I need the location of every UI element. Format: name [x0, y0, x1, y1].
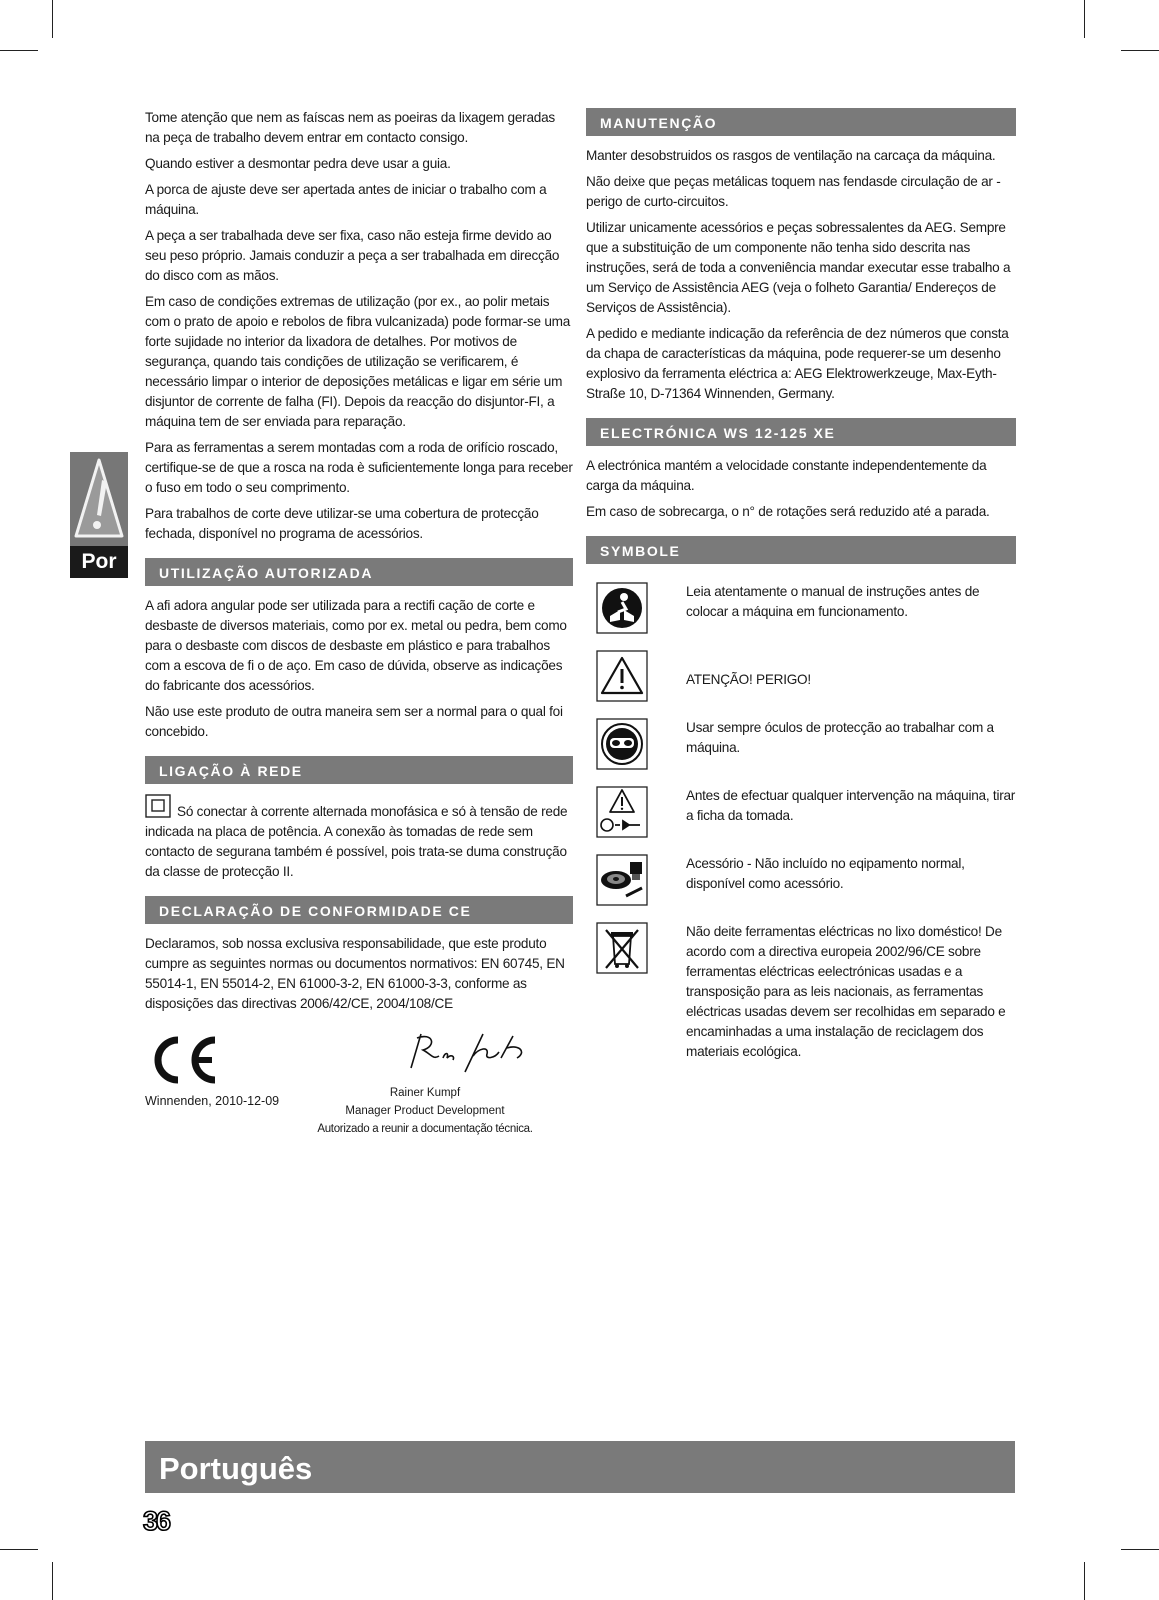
- symbol-row: [586, 718, 1016, 774]
- paragraph: Em caso de sobrecarga, o n° de rotações será reduzido até a parada.: [586, 504, 990, 519]
- symbol-text: Antes de efectuar qualquer intervenção na máquina, tirar a ficha da tomada.: [686, 788, 1016, 823]
- section-heading-network: LIGAÇÃO À REDE: [145, 756, 573, 784]
- symbol-text: Usar sempre óculos de protecção ao trabalhar com a máquina.: [686, 720, 994, 755]
- crop-mark: [1084, 0, 1085, 38]
- symbol-text: Não deite ferramentas eléctricas no lixo doméstico! De acordo com a directiva europeia 2002/96/CE sobre ferramentas eléctricas eelectrónicas usadas e a transposição para as leis nacionais, as ferramentas eléctricas usadas devem ser recolhidas em separado e encaminhadas a uma instalação de reciclagem dos materiais ecológica.: [686, 924, 1006, 1059]
- crop-mark: [1121, 50, 1159, 51]
- signer-name: Rainer Kumpf: [389, 1087, 461, 1099]
- ce-signature-block: [145, 1028, 573, 1138]
- read-manual-icon: [596, 582, 648, 634]
- ce-place-date: Winnenden, 2010-12-09: [145, 1094, 280, 1108]
- side-tab-label: Por: [70, 546, 128, 578]
- symbol-text: ATENÇÃO! PERIGO!: [686, 672, 811, 687]
- paragraph: Tome atenção que nem as faíscas nem as poeiras da lixagem geradas na peça de trabalho devem entrar em contacto consigo.: [145, 110, 555, 145]
- symbol-row: [586, 786, 1016, 842]
- signature: [403, 1028, 533, 1074]
- footer-language-bar: [145, 1441, 1015, 1493]
- crop-mark: [1121, 1549, 1159, 1550]
- symbol-text: Acessório - Não incluído no eqipamento normal, disponível como acessório.: [686, 856, 965, 891]
- crop-mark: [1084, 1562, 1085, 1600]
- signer-note: Autorizado a reunir a documentação técnica.: [317, 1123, 533, 1135]
- crop-mark: [0, 1549, 38, 1550]
- unplug-icon: [596, 786, 648, 838]
- symbol-row: [586, 650, 1016, 706]
- ce-mark-logo: [145, 1034, 221, 1086]
- section-heading-use: UTILIZAÇÃO AUTORIZADA: [145, 558, 573, 586]
- crop-mark: [52, 0, 53, 38]
- section-heading-ce: DECLARAÇÃO DE CONFORMIDADE CE: [145, 896, 573, 924]
- paragraph: Não use este produto de outra maneira sem ser a normal para o qual foi concebido.: [145, 704, 563, 739]
- paragraph: Para trabalhos de corte deve utilizar-se uma cobertura de protecção fechada, disponível no programa de acessórios.: [145, 506, 539, 541]
- symbol-row: [586, 854, 1016, 910]
- signer-title: Manager Product Development: [345, 1105, 505, 1117]
- section-heading-electronics: ELECTRÓNICA WS 12-125 XE: [586, 418, 1016, 446]
- paragraph: A porca de ajuste deve ser apertada antes de iniciar o trabalho com a máquina.: [145, 182, 547, 217]
- paragraph: A afi adora angular pode ser utilizada para a rectifi cação de corte e desbaste de diversos materiais, como por ex. metal ou pedra, bem como para o desbaste com discos de desbaste em plástico e para trabalhos com a escova de fi o de aço. Em caso de dúvida, observe as indicações do fabricante dos acessórios.: [145, 598, 567, 693]
- left-column: [145, 108, 573, 1138]
- warning-icon: [70, 452, 128, 546]
- safety-goggles-icon: [596, 718, 648, 770]
- weee-bin-icon: [596, 922, 648, 974]
- right-column: [586, 108, 1016, 1074]
- class-ii-insulation-icon: [145, 794, 171, 818]
- accessory-icon: [596, 854, 648, 906]
- network-text: Só conectar à corrente alternada monofásica e só à tensão de rede indicada na placa de potência. A conexão às tomadas de rede sem contacto de segurana também é possível, pois trata-se duma construção da classe de protecção II.: [145, 804, 568, 879]
- crop-mark: [52, 1562, 53, 1600]
- paragraph: Declaramos, sob nossa exclusiva responsabilidade, que este produto cumpre as seguintes normas ou documentos normativos: EN 60745, EN 55014-1, EN 55014-2, EN 61000-3-2, EN 61000-3-3, conforme as disposições das directivas 2006/42/CE, 2004/108/CE: [145, 936, 565, 1011]
- crop-mark: [0, 50, 38, 51]
- symbol-row: [586, 582, 1016, 638]
- paragraph: Manter desobstruidos os rasgos de ventilação na carcaça da máquina.: [586, 148, 996, 163]
- paragraph: A peça a ser trabalhada deve ser fixa, caso não esteja firme devido ao seu peso próprio. Jamais conduzir a peça a ser trabalhada em direcção do disco com as mãos.: [145, 228, 560, 283]
- page-number: 36: [143, 1506, 170, 1536]
- paragraph: [145, 794, 573, 882]
- paragraph: A electrónica mantém a velocidade constante independentemente da carga da máquina.: [586, 458, 987, 493]
- symbol-text: Leia atentamente o manual de instruções antes de colocar a máquina em funcionamento.: [686, 584, 980, 619]
- paragraph: Quando estiver a desmontar pedra deve usar a guia.: [145, 156, 451, 171]
- symbol-row: [586, 922, 1016, 1062]
- section-heading-symbols: SYMBOLE: [586, 536, 1016, 564]
- section-heading-maintenance: MANUTENÇÃO: [586, 108, 1016, 136]
- paragraph: Para as ferramentas a serem montadas com a roda de orifício roscado, certifique-se de que a rosca na roda è suficientemente longa para receber o fuso em todo o seu comprimento.: [145, 440, 573, 495]
- footer-language: Português: [159, 1451, 313, 1486]
- paragraph: Utilizar unicamente acessórios e peças sobressalentes da AEG. Sempre que a substituição de um componente não tenha sido descrita nas instruções, será de toda a conveniência mandar executar esse trabalho a um Serviço de Assistência AEG (veja o folheto Garantia/ Endereços de Serviços de Assistência).: [586, 220, 1011, 315]
- warning-triangle-icon: [596, 650, 648, 702]
- paragraph: A pedido e mediante indicação da referência de dez números que consta da chapa de características da máquina, pode requerer-se um desenho explosivo da ferramenta eléctrica a: AEG Elektrowerkzeuge, Max-Eyth-Straße 10, D-71364 Winnenden, Germany.: [586, 326, 1009, 401]
- paragraph: Em caso de condições extremas de utilização (por ex., ao polir metais com o prato de apoio e rebolos de fibra vulcanizada) pode formar-se uma forte sujidade no interior da lixadora de detalhes. Por motivos de segurança, quando tais condições de utilização se verificarem, é necessário limpar o interior de deposições metálicas e ligar em série um disjuntor de corrente de falha (FI). Depois da reacção do disjuntor-FI, a máquina tem de ser enviada para reparação.: [145, 294, 571, 429]
- paragraph: Não deixe que peças metálicas toquem nas fendasde circulação de ar - perigo de curto-circuitos.: [586, 174, 1001, 209]
